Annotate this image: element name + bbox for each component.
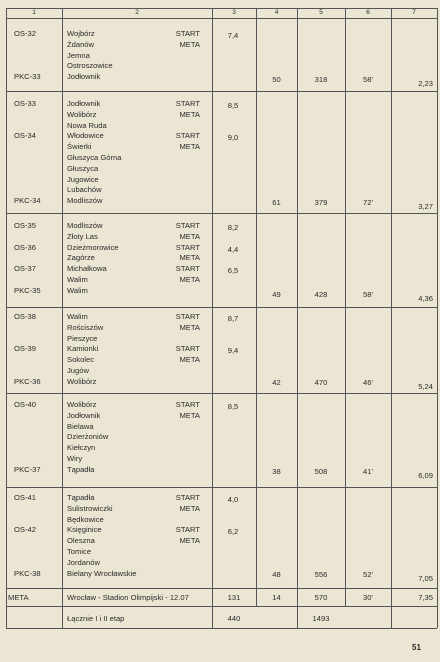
place-name: Ostroszowice [67,61,113,71]
stage-distance: 9,0 [227,133,239,143]
stage-code: OS-40 [14,400,36,409]
column-divider-col-7 [391,8,392,628]
finish-mark: META [179,231,200,241]
place-name: Jodłownik [67,99,101,108]
place-name: Michałkowa [67,264,107,274]
column-header-3: 3 [232,9,236,16]
place-name: Zagórze [67,253,95,263]
place-name: Wolibórz [67,376,97,386]
section-total-col7: 3,27 [418,202,433,211]
stage-distance: 9,4 [227,346,239,356]
place-name: Sulistrowiczki [67,503,113,513]
stage-distance: 8,5 [227,101,239,110]
column-divider-col-6 [345,8,346,606]
summary-label: Łącznie I i II etap [67,614,125,623]
column-divider-col-5 [297,8,298,628]
section-total-col7: 5,24 [418,382,433,391]
stage-code: PKC-37 [14,464,41,474]
place-name: Modliszów [67,196,103,206]
start-mark: START [175,400,200,409]
stage-code: OS-36 [14,242,36,252]
section-total-col5: 508 [314,467,328,476]
stage-code: OS-34 [14,131,36,141]
place-name: Jodłownik [67,410,101,420]
column-header-5: 5 [319,9,323,16]
start-mark: START [175,131,200,141]
section-total-col5: 318 [314,75,328,84]
finish-col3: 131 [227,593,241,602]
place-name: Wolibórz [67,109,97,119]
stage-code: OS-38 [14,312,36,321]
stage-distance: 4,4 [227,244,239,254]
place-name: Włodowice [67,131,104,141]
start-mark: START [175,264,200,274]
table-right-rule [437,8,438,628]
column-divider-col-2 [62,8,63,628]
stage-code: OS-37 [14,264,36,274]
place-name: Jordanów [67,557,100,567]
stage-code: OS-39 [14,344,36,354]
section-divider [6,588,437,589]
start-mark: START [175,493,200,502]
column-divider-col-3 [212,8,213,628]
place-name: Bielawa [67,421,94,431]
place-name: Modliszów [67,221,103,230]
stage-distance: 7,4 [227,31,239,40]
finish-col5: 570 [314,593,328,602]
section-divider [6,213,437,214]
place-name: Księginice [67,525,102,535]
column-header-4: 4 [274,9,279,16]
section-total-col7: 2,23 [418,79,433,88]
stage-code: OS-42 [14,525,36,535]
place-name: Walim [67,285,88,295]
section-total-col4: 50 [272,75,281,84]
start-mark: START [175,29,200,38]
section-total-col6: 58' [363,75,373,84]
column-header-1: 1 [32,9,36,16]
place-name: Głuszyca [67,163,99,173]
section-divider [6,393,437,394]
column-header-2: 2 [135,9,139,16]
section-total-col4: 48 [272,570,281,579]
stage-distance: 8,5 [227,402,239,411]
place-name: Wojbórz [67,29,95,38]
finish-code: META [8,593,29,602]
stage-code: OS-32 [14,29,36,38]
stage-distance: 4,0 [227,495,239,504]
stage-code: OS-35 [14,221,36,230]
start-mark: START [175,221,200,230]
summary-col5: 1493 [312,614,330,623]
place-name: Lubachów [67,185,102,195]
finish-mark: META [179,39,200,49]
section-total-col6: 46' [363,378,373,387]
section-total-col6: 72' [363,198,373,207]
stage-code: OS-41 [14,493,36,502]
place-name: Oleszna [67,536,95,546]
place-name: Głuszyca Górna [67,153,122,162]
stage-distance: 8,7 [227,314,239,323]
finish-mark: META [179,275,200,284]
place-name: Rościszów [67,322,104,332]
section-divider [6,487,437,488]
stage-code: PKC-38 [14,568,41,578]
section-total-col7: 4,36 [418,294,433,303]
section-total-col5: 379 [314,198,328,207]
place-name: Dzierżoniów [67,432,109,442]
section-total-col4: 42 [272,378,281,387]
finish-place: Wrocław - Stadion Olimpijski - 12.07 [67,593,189,602]
stage-code: OS-33 [14,99,36,108]
finish-col7: 7,35 [418,593,433,602]
section-total-col6: 52' [363,570,373,579]
place-name: Kamionki [67,344,99,354]
finish-mark: META [179,253,200,263]
place-name: Jugowice [67,174,99,184]
place-name: Żdanów [67,39,95,49]
finish-mark: META [179,536,200,546]
start-mark: START [175,312,200,321]
place-name: Wiry [67,454,83,463]
place-name: Kiełczyn [67,443,96,453]
stage-code: PKC-35 [14,285,41,295]
section-divider [6,307,437,308]
finish-mark: META [179,410,200,420]
section-divider [6,91,437,92]
column-header-6: 6 [366,9,370,16]
table-bottom-rule [6,628,437,629]
stage-code: PKC-36 [14,376,41,386]
start-mark: START [175,99,200,108]
place-name: Jugów [67,366,89,375]
table-left-rule [6,8,7,628]
section-total-col5: 556 [314,570,328,579]
stage-distance: 8,2 [227,223,239,232]
finish-mark: META [179,142,200,152]
place-name: Walim [67,312,88,321]
start-mark: START [175,525,200,535]
stage-distance: 6,2 [227,527,239,537]
place-name: Tąpadła [67,493,95,502]
place-name: Bielany Wrocławskie [67,568,137,578]
column-divider-col-4 [256,8,257,606]
section-total-col4: 61 [272,198,281,207]
place-name: Będkowice [67,514,104,524]
section-total-col4: 49 [272,290,281,299]
header-bottom-rule [6,18,437,19]
section-total-col4: 38 [272,467,281,476]
finish-col6: 30' [363,593,373,602]
place-name: Nowa Ruda [67,120,107,130]
place-name: Świerki [67,142,92,152]
start-mark: START [175,344,200,354]
finish-divider [6,606,437,607]
column-header-7: 7 [412,9,416,16]
finish-mark: META [179,355,200,365]
stage-code: PKC-33 [14,72,41,82]
section-total-col6: 58' [363,290,373,299]
stage-distance: 6,5 [227,266,239,276]
place-name: Tomice [67,547,92,556]
place-name: Tąpadła [67,464,95,474]
page-number: 51 [412,643,421,652]
finish-mark: META [179,503,200,513]
finish-mark: META [179,322,200,332]
section-total-col5: 428 [314,290,328,299]
stage-code: PKC-34 [14,196,41,206]
place-name: Jemna [67,50,90,60]
place-name: Wolibórz [67,400,97,409]
section-total-col7: 6,09 [418,471,433,480]
summary-col3: 440 [227,614,241,623]
place-name: Walim [67,275,88,284]
section-total-col7: 7,05 [418,574,433,583]
section-total-col5: 470 [314,378,328,387]
start-mark: START [175,242,200,252]
place-name: Złoty Las [67,231,98,241]
place-name: Jodłownik [67,72,101,82]
finish-col4: 14 [272,593,281,602]
finish-mark: META [179,109,200,119]
section-total-col6: 41' [363,467,373,476]
place-name: Dzieżmorowice [67,242,119,252]
place-name: Pieszyce [67,333,98,343]
place-name: Sokolec [67,355,95,365]
